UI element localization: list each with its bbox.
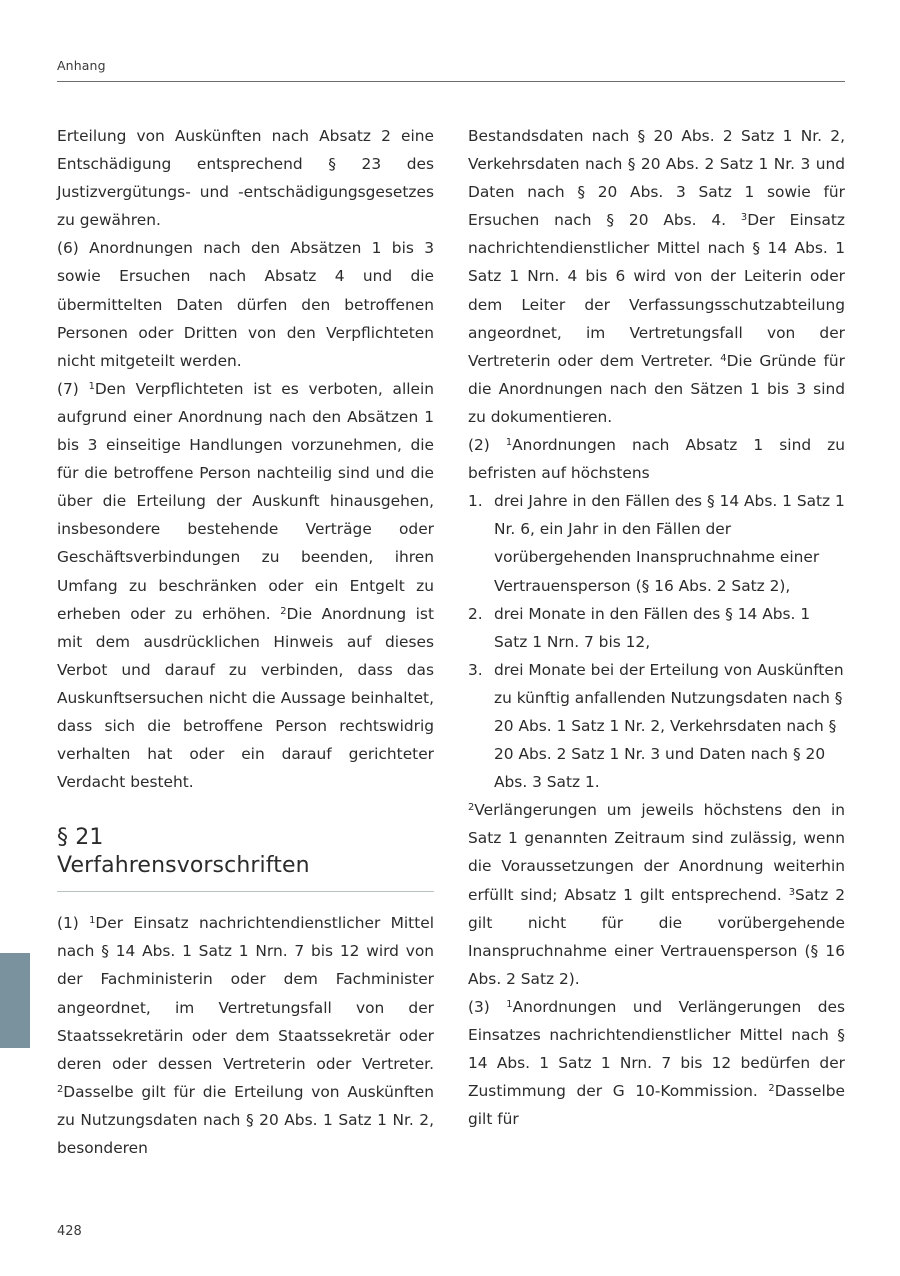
list-item-marker: 1. <box>468 492 483 511</box>
sentence-superscript-1: 1 <box>506 998 513 1010</box>
paragraph-2-continuation <box>468 796 845 993</box>
section-rule <box>57 891 434 892</box>
list-item <box>468 487 845 599</box>
running-head-rule <box>57 81 845 82</box>
sentence-superscript-2: 2 <box>280 605 287 617</box>
section-title: Verfahrensvorschriften <box>57 852 310 878</box>
paragraph-1-segment-1: Der Einsatz nachrichtendienstlicher Mittel nach § 14 Abs. 1 Satz 1 Nrn. 7 bis 12 wird von der Fachministerin oder dem Fachminister angeordnet, im Vertretungsfall von der Staatssekretärin oder dem Staatssekretär oder deren oder dessen Vertreterin oder Vertreter. <box>57 914 434 1073</box>
sentence-superscript-1: 1 <box>88 380 95 392</box>
paragraph-3-segment-2: Dasselbe gilt für <box>468 1082 845 1129</box>
two-column-body <box>57 122 845 1182</box>
running-head-label: Anhang <box>57 58 106 73</box>
paragraph-1-marker: (1) <box>57 914 79 933</box>
sentence-superscript-3: 3 <box>788 886 795 898</box>
paragraph-2-marker: (2) <box>468 436 490 455</box>
list-item-text: drei Jahre in den Fällen des § 14 Abs. 1 Satz 1 Nr. 6, ein Jahr in den Fällen der vorübergehenden Inanspruchnahme einer Vertrauensperson (§ 16 Abs. 2 Satz 2), <box>494 492 845 595</box>
list-item-marker: 2. <box>468 604 483 623</box>
list-item <box>468 600 845 656</box>
paragraph-3-marker: (3) <box>468 997 490 1016</box>
paragraph-6: (6) Anordnungen nach den Absätzen 1 bis 3 sowie Ersuchen nach Absatz 4 und die übermittelten Daten dürfen den betroffenen Personen oder Dritten von den Verpflichteten nicht mitgeteilt werden. <box>57 239 434 370</box>
section-heading <box>57 825 434 879</box>
paragraph-2-segment-3: Satz 2 gilt nicht für die vorübergehende Inanspruchnahme einer Vertrauensperson (§ 16 Abs. 2 Satz 2). <box>468 885 845 988</box>
paragraph-2-intro <box>468 431 845 487</box>
sentence-superscript-2: 2 <box>468 802 475 814</box>
paragraph-1-cont-segment-2: Der Einsatz nachrichtendienstlicher Mittel nach § 14 Abs. 1 Satz 1 Nrn. 4 bis 6 wird von der Leiterin oder dem Leiter der Verfassungsschutzabteilung angeordnet, im Vertretungsfall von der Vertreterin oder dem Vertreter. <box>468 211 845 370</box>
paragraph-2-intro-text: Anordnungen nach Absatz 1 sind zu befristen auf höchstens <box>468 436 845 483</box>
sentence-superscript-4: 4 <box>720 352 727 364</box>
list-item-marker: 3. <box>468 660 483 679</box>
sentence-superscript-3: 3 <box>740 212 748 224</box>
paragraph-1 <box>57 909 434 1162</box>
paragraph-7 <box>57 375 434 796</box>
page-number: 428 <box>57 1224 82 1239</box>
paragraph-7-marker: (7) <box>57 379 79 398</box>
running-head <box>57 58 845 82</box>
paragraph-1-cont-segment-3: Die Gründe für die Anordnungen nach den Sätzen 1 bis 3 sind zu dokumentieren. <box>468 351 845 426</box>
section-number: § 21 <box>57 825 104 851</box>
paragraph-7-segment-2: Die Anordnung ist mit dem ausdrücklichen Hinweis auf dieses Verbot und darauf zu verbinden, dass das Auskunftsersuchen nicht die Aussage beinhaltet, dass sich die betroffene Person rechtswidrig verhalten hat oder ein darauf gerichteter Verdacht besteht. <box>57 604 434 792</box>
paragraph-5-continuation: Erteilung von Auskünften nach Absatz 2 eine Entschädigung entsprechend § 23 des Justizvergütungs- und -entschädigungsgesetzes zu gewähren. <box>57 127 434 230</box>
paragraph-1-continuation <box>468 122 845 431</box>
paragraph-3-segment-1: Anordnungen und Verlängerungen des Einsatzes nachrichtendienstlicher Mittel nach § 14 Abs. 1 Satz 1 Nrn. 7 bis 12 bedürfen der Zustimmung der G 10-Kommission. <box>468 997 845 1101</box>
numbered-list <box>468 487 845 796</box>
sentence-superscript-2: 2 <box>57 1083 64 1095</box>
paragraph-7-segment-1: Den Verpflichteten ist es verboten, allein aufgrund einer Anordnung nach den Absätzen 1 bis 3 einseitige Handlungen vorzunehmen, die für die betroffene Person nachteilig sind und die über die Erteilung der Auskunft hinausgehen, insbesondere bestehende Verträge oder Geschäftsverbindungen zu beenden, ihren Umfang zu beschränken oder ein Entgelt zu erheben oder zu erhöhen. <box>57 379 434 623</box>
left-column <box>57 122 434 1182</box>
right-column <box>468 122 845 1182</box>
sentence-superscript-1: 1 <box>505 436 513 448</box>
list-item-text: drei Monate bei der Erteilung von Auskünften zu künftig anfallenden Nutzungsdaten nach § 20 Abs. 1 Satz 1 Nr. 2, Verkehrsdaten nach § 20 Abs. 2 Satz 1 Nr. 3 und Daten nach § 20 Abs. 3 Satz 1. <box>494 660 844 792</box>
sentence-superscript-1: 1 <box>89 915 96 927</box>
list-item-text: drei Monate in den Fällen des § 14 Abs. 1 Satz 1 Nrn. 7 bis 12, <box>494 604 811 651</box>
paragraph-1-segment-2: Dasselbe gilt für die Erteilung von Auskünften zu Nutzungsdaten nach § 20 Abs. 1 Satz 1 Nr. 2, besonderen <box>57 1082 434 1157</box>
thumb-tab-marker <box>0 953 30 1048</box>
paragraph-1-cont-segment-1: Bestandsdaten nach § 20 Abs. 2 Satz 1 Nr. 2, Verkehrsdaten nach § 20 Abs. 2 Satz 1 Nr. 3 und Daten nach § 20 Abs. 3 Satz 1 sowie für Ersuchen nach § 20 Abs. 4. <box>468 127 845 230</box>
paragraph-3 <box>468 993 845 1133</box>
paragraph-2-segment-2: Verlängerungen um jeweils höchstens den in Satz 1 genannten Zeitraum sind zulässig, wenn die Voraussetzungen der Anordnung weiterhin erfüllt sind; Absatz 1 gilt entsprechend. <box>468 801 845 904</box>
list-item <box>468 656 845 796</box>
sentence-superscript-2: 2 <box>768 1083 775 1095</box>
